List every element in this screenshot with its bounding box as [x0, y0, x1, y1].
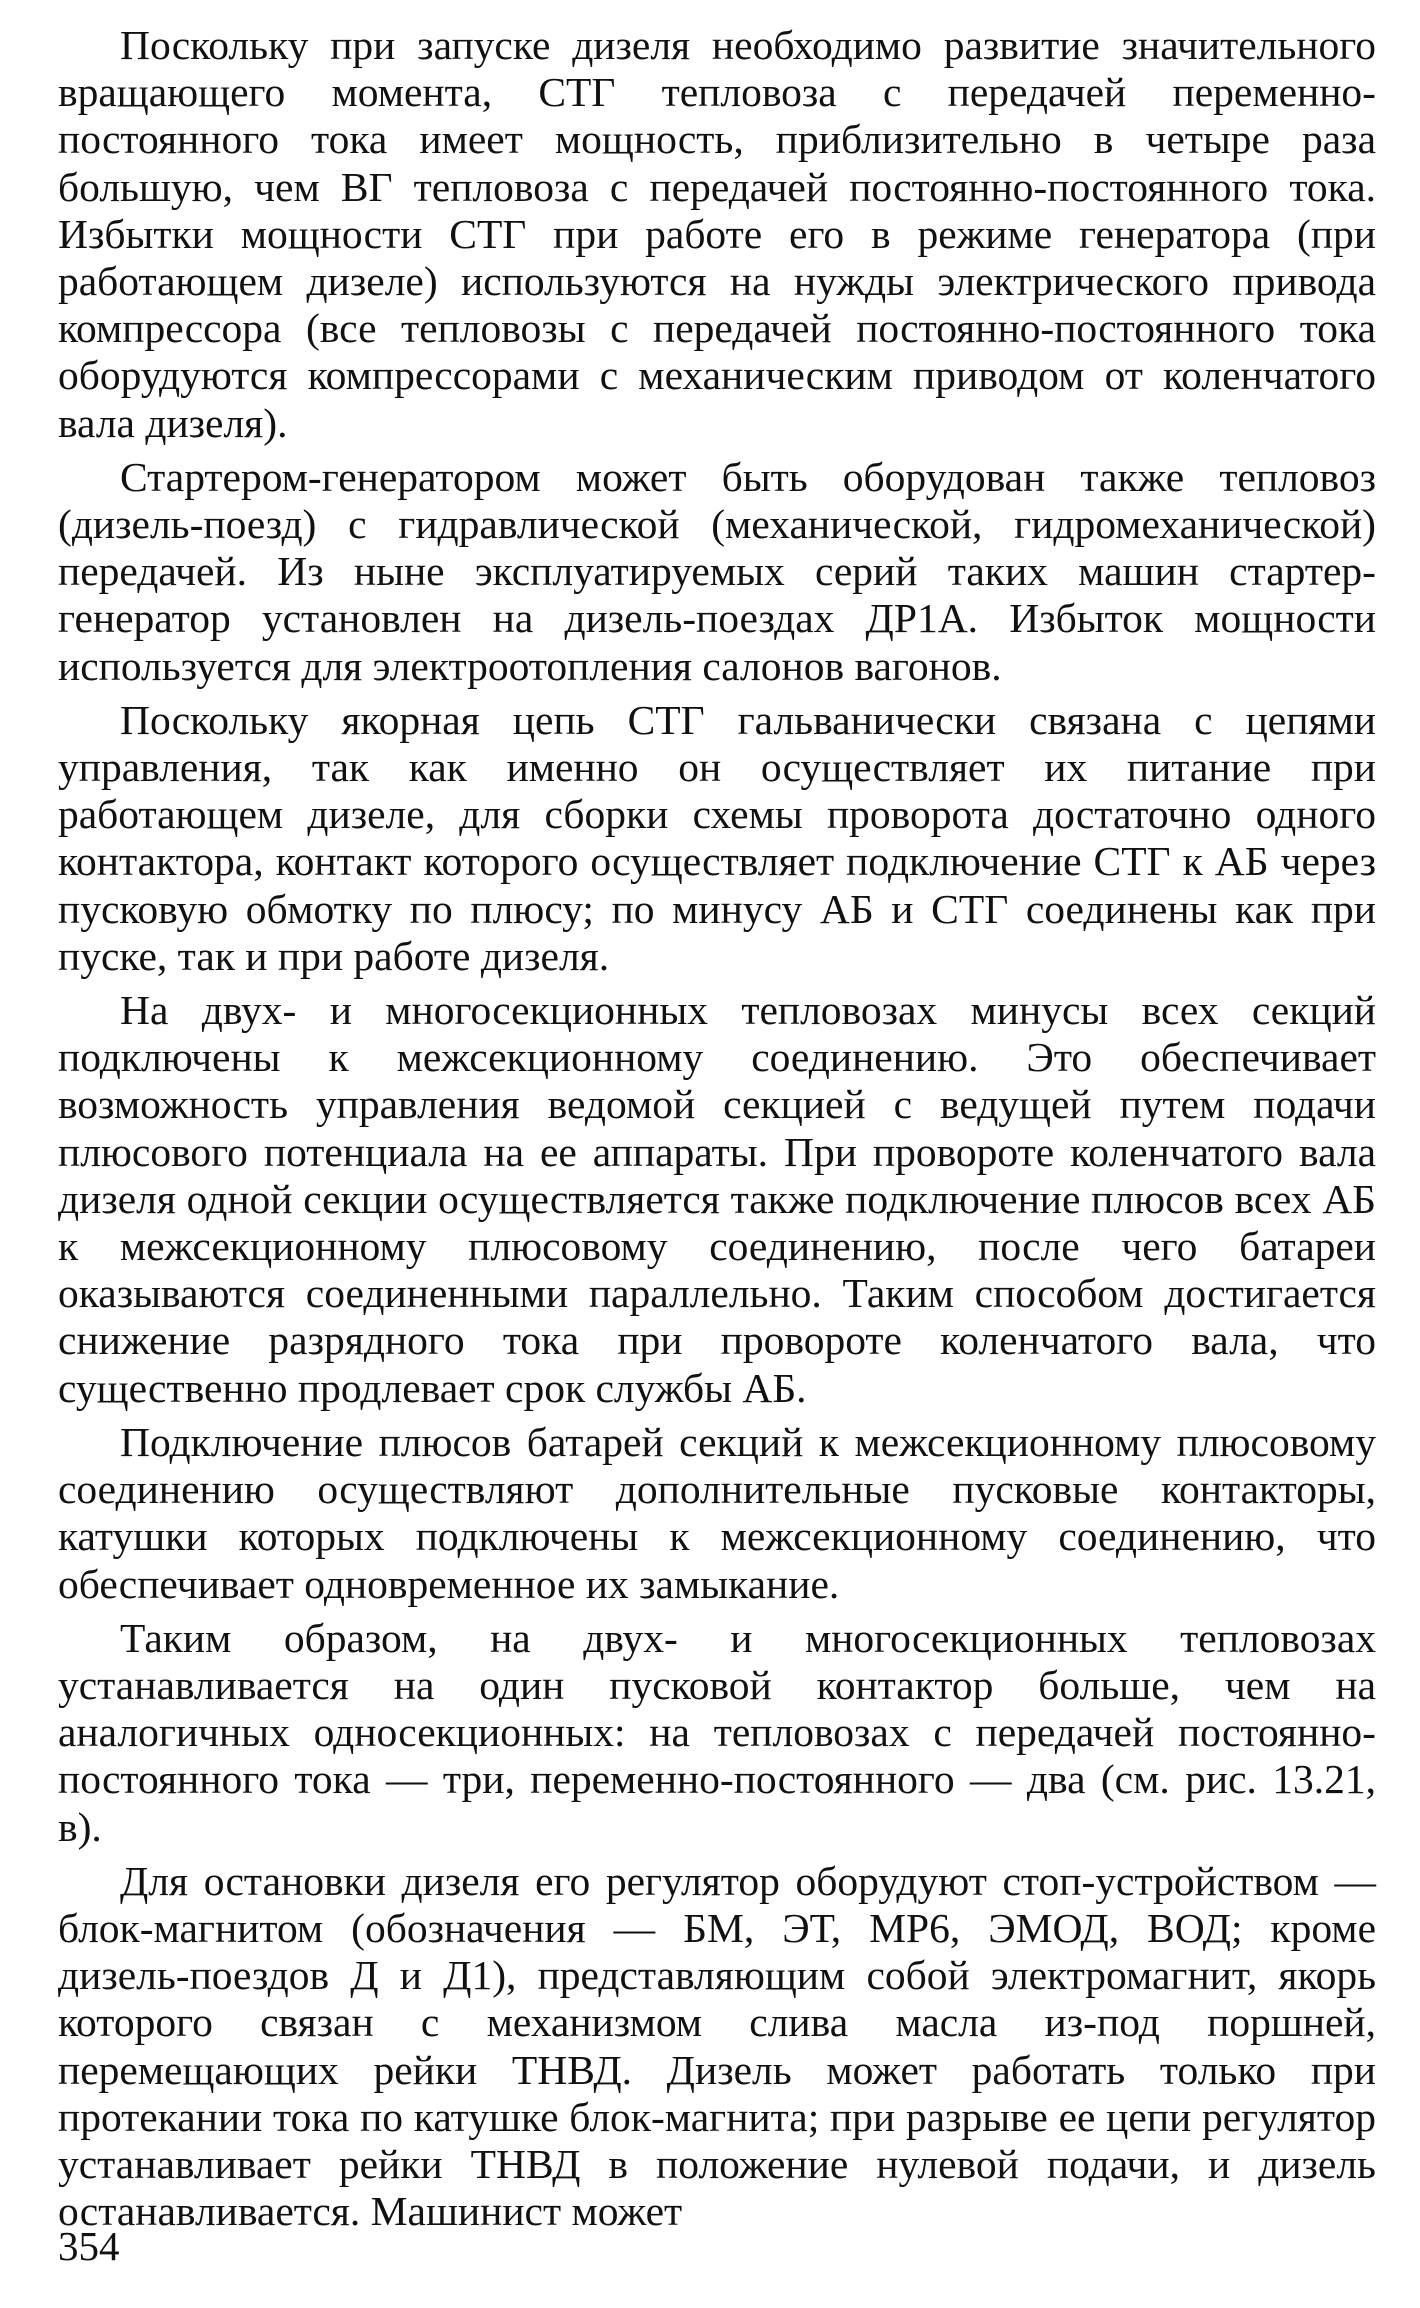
paragraph: Стартером-генератором может быть оборудован также тепловоз (дизель-поезд) с гидравлической (механической, гидромеханической) передачей. Из ныне эксплуатируемых серий таких машин стартер-генератор установлен на дизель-поездах ДР1А. Избыток мощности используется для электроотопления салонов вагонов.: [58, 453, 1376, 689]
paragraph: Поскольку якорная цепь СТГ гальванически связана с цепями управления, так как именно он осуществляет их питание при работающем дизеле, для сборки схемы проворота достаточно одного контактора, контакт которого осуществляет подключение СТГ к АБ через пусковую обмотку по плюсу; по минусу АБ и СТГ соединены как при пуске, так и при работе дизеля.: [58, 696, 1376, 979]
page-number: 354: [58, 2223, 120, 2269]
body-text: [58, 22, 1376, 2242]
paragraph: Поскольку при запуске дизеля необходимо развитие значительного вращающего момента, СТГ тепловоза с передачей переменно-постоянного тока имеет мощность, приблизительно в четыре раза большую, чем ВГ тепловоза с передачей постоянно-постоянного тока. Избытки мощности СТГ при работе его в режиме генератора (при работающем дизеле) используются на нужды электрического привода компрессора (все тепловозы с передачей постоянно-постоянного тока оборудуются компрессорами с механическим приводом от коленчатого вала дизеля).: [58, 22, 1376, 446]
paragraph: Подключение плюсов батарей секций к межсекционному плюсовому соединению осуществляют дополнительные пусковые контакторы, катушки которых подключены к межсекционному соединению, что обеспечивает одновременное их замыкание.: [58, 1418, 1376, 1607]
book-page: [58, 0, 1376, 2308]
paragraph: Для остановки дизеля его регулятор оборудуют стоп-устройством — блок-магнитом (обозначения — БМ, ЭТ, МР6, ЭМОД, ВОД; кроме дизель-поездов Д и Д1), представляющим собой электромагнит, якорь которого связан с механизмом слива масла из-под поршней, перемещающих рейки ТНВД. Дизель может работать только при протекании тока по катушке блок-магнита; при разрыве ее цепи регулятор устанавливает рейки ТНВД в положение нулевой подачи, и дизель останавливается. Машинист может: [58, 1857, 1376, 2235]
paragraph: Таким образом, на двух- и многосекционных тепловозах устанавливается на один пусковой контактор больше, чем на аналогичных односекционных: на тепловозах с передачей постоянно-постоянного тока — три, переменно-постоянного — два (см. рис. 13.21, в).: [58, 1614, 1376, 1850]
paragraph: На двух- и многосекционных тепловозах минусы всех секций подключены к межсекционному соединению. Это обеспечивает возможность управления ведомой секцией с ведущей путем подачи плюсового потенциала на ее аппараты. При провороте коленчатого вала дизеля одной секции осуществляется также подключение плюсов всех АБ к межсекционному плюсовому соединению, после чего батареи оказываются соединенными параллельно. Таким способом достигается снижение разрядного тока при провороте коленчатого вала, что существенно продлевает срок службы АБ.: [58, 987, 1376, 1411]
